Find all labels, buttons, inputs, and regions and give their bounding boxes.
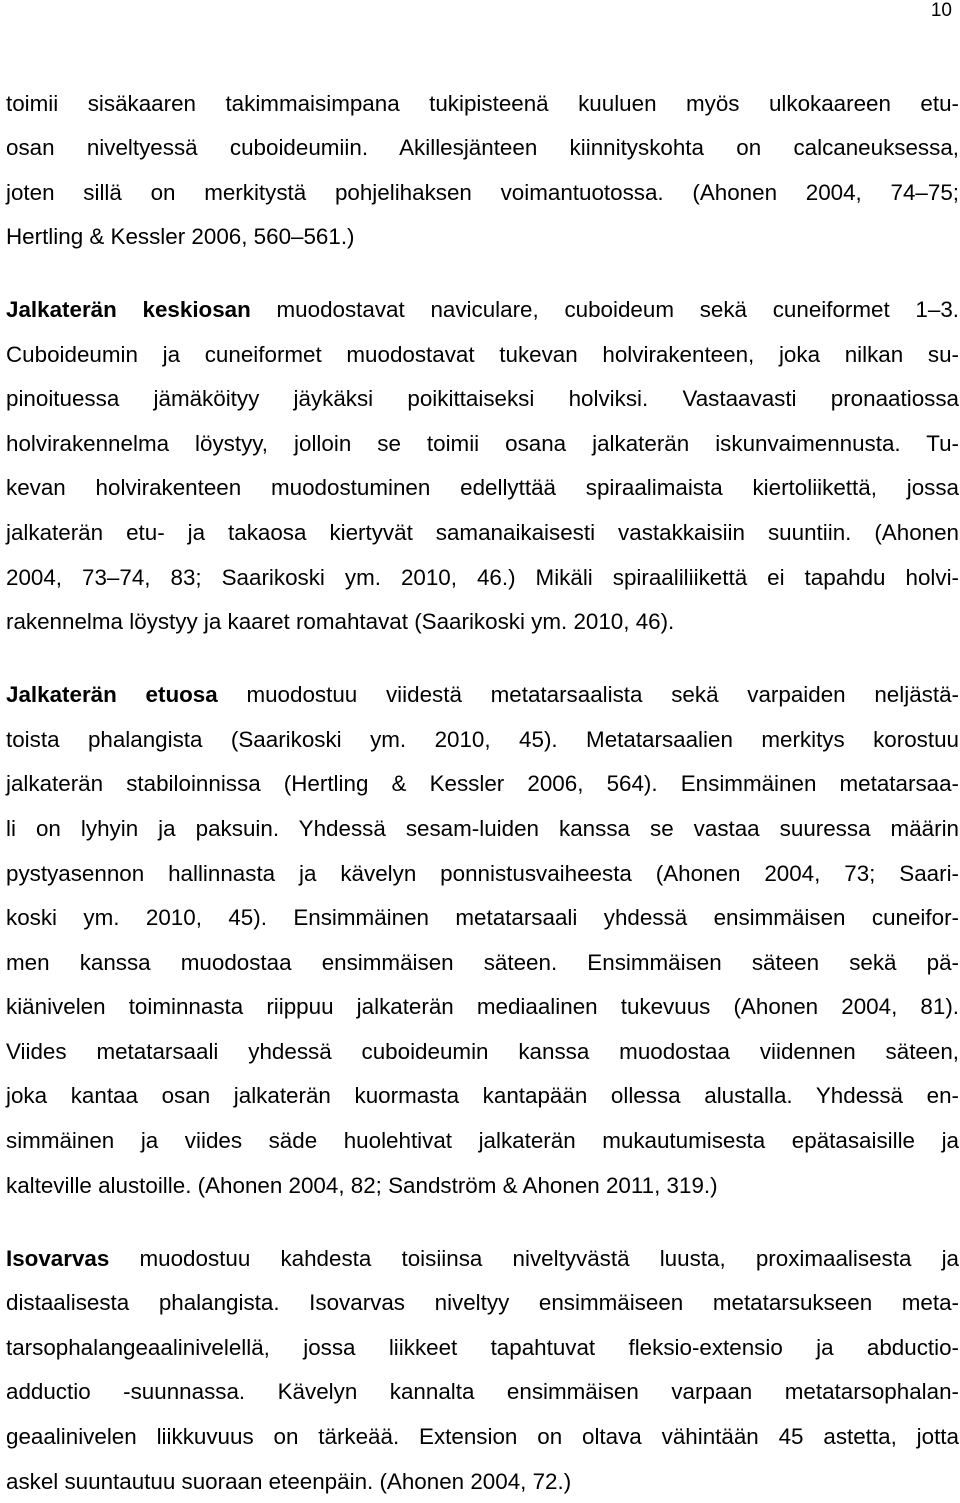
text-line: pinoituessa jämäköityy jäykäksi poikittaiseksi holviksi. Vastaavasti pronaatiossa (6, 386, 959, 411)
text-line: geaalinivelen liikkuvuus on tärkeää. Extension on oltava vähintään 45 astetta, jotta (6, 1424, 959, 1449)
text-line: kiänivelen toiminnasta riippuu jalkaterän mediaalinen tukevuus (Ahonen 2004, 81). (6, 994, 959, 1019)
text-line: koski ym. 2010, 45). Ensimmäinen metatarsaali yhdessä ensimmäisen cuneifor- (6, 905, 959, 930)
text-line: Cuboideumin ja cuneiformet muodostavat tukevan holvirakenteen, joka nilkan su- (6, 342, 959, 367)
text-line: men kanssa muodostaa ensimmäisen säteen. Ensimmäisen säteen sekä pä- (6, 950, 959, 975)
text-line: simmäinen ja viides säde huolehtivat jalkaterän mukautumisesta epätasaisille ja (6, 1128, 959, 1153)
text-line: 2004, 73‒74, 83; Saarikoski ym. 2010, 46.) Mikäli spiraaliliikettä ei tapahdu holvi- (6, 565, 959, 590)
section-term: Isovarvas (6, 1246, 110, 1271)
page-number: 10 (930, 0, 952, 21)
text-line: askel suuntautuu suoraan eteenpäin. (Ahonen 2004, 72.) (6, 1469, 572, 1494)
text-line: adductio -suunnassa. Kävelyn kannalta ensimmäisen varpaan metatarsophalan- (6, 1379, 959, 1404)
text-line: li on lyhyin ja paksuin. Yhdessä sesam-luiden kanssa se vastaa suuressa määrin (6, 816, 959, 841)
text-line: jalkaterän etu- ja takaosa kiertyvät samanaikaisesti vastakkaisiin suuntiin. (Ahonen (6, 520, 959, 545)
text-line: Viides metatarsaali yhdessä cuboideumin kanssa muodostaa viidennen säteen, (6, 1039, 959, 1064)
text-line: Jalkaterän keskiosan muodostavat naviculare, cuboideum sekä cuneiformet 1‒3. (6, 297, 959, 322)
text-line: rakennelma löystyy ja kaaret romahtavat (Saarikoski ym. 2010, 46). (6, 609, 675, 634)
text-line: joten sillä on merkitystä pohjelihaksen voimantuotossa. (Ahonen 2004, 74‒75; (6, 180, 959, 205)
text-line: kevan holvirakenteen muodostuminen edellyttää spiraalimaista kiertoliikettä, jossa (6, 475, 959, 500)
text-line: osan niveltyessä cuboideumiin. Akillesjänteen kiinnityskohta on calcaneuksessa, (6, 135, 959, 160)
text-line: pystyasennon hallinnasta ja kävelyn ponnistusvaiheesta (Ahonen 2004, 73; Saari- (6, 861, 959, 886)
text-line: toista phalangista (Saarikoski ym. 2010, 45). Metatarsaalien merkitys korostuu (6, 727, 959, 752)
text-line: jalkaterän stabiloinnissa (Hertling & Kessler 2006, 564). Ensimmäinen metatarsaa- (6, 771, 959, 796)
text-line: distaalisesta phalangista. Isovarvas niveltyy ensimmäiseen metatarsukseen meta- (6, 1290, 959, 1315)
text-line: tarsophalangeaalinivelellä, jossa liikkeet tapahtuvat fleksio-extensio ja abductio- (6, 1335, 959, 1360)
section-term: Jalkaterän keskiosan (6, 297, 251, 322)
text-line: Isovarvas muodostuu kahdesta toisiinsa niveltyvästä luusta, proximaalisesta ja (6, 1246, 959, 1271)
text-line: toimii sisäkaaren takimmaisimpana tukipisteenä kuuluen myös ulkokaareen etu- (6, 91, 959, 116)
text-line: kalteville alustoille. (Ahonen 2004, 82; Sandström & Ahonen 2011, 319.) (6, 1173, 718, 1198)
text-line: holvirakennelma löystyy, jolloin se toimii osana jalkaterän iskunvaimennusta. Tu- (6, 431, 959, 456)
text-line: Jalkaterän etuosa muodostuu viidestä metatarsaalista sekä varpaiden neljästä- (6, 682, 959, 707)
text-line: joka kantaa osan jalkaterän kuormasta kantapään ollessa alustalla. Yhdessä en- (6, 1083, 959, 1108)
text-line: Hertling & Kessler 2006, 560‒561.) (6, 224, 355, 249)
section-term: Jalkaterän etuosa (6, 682, 218, 707)
